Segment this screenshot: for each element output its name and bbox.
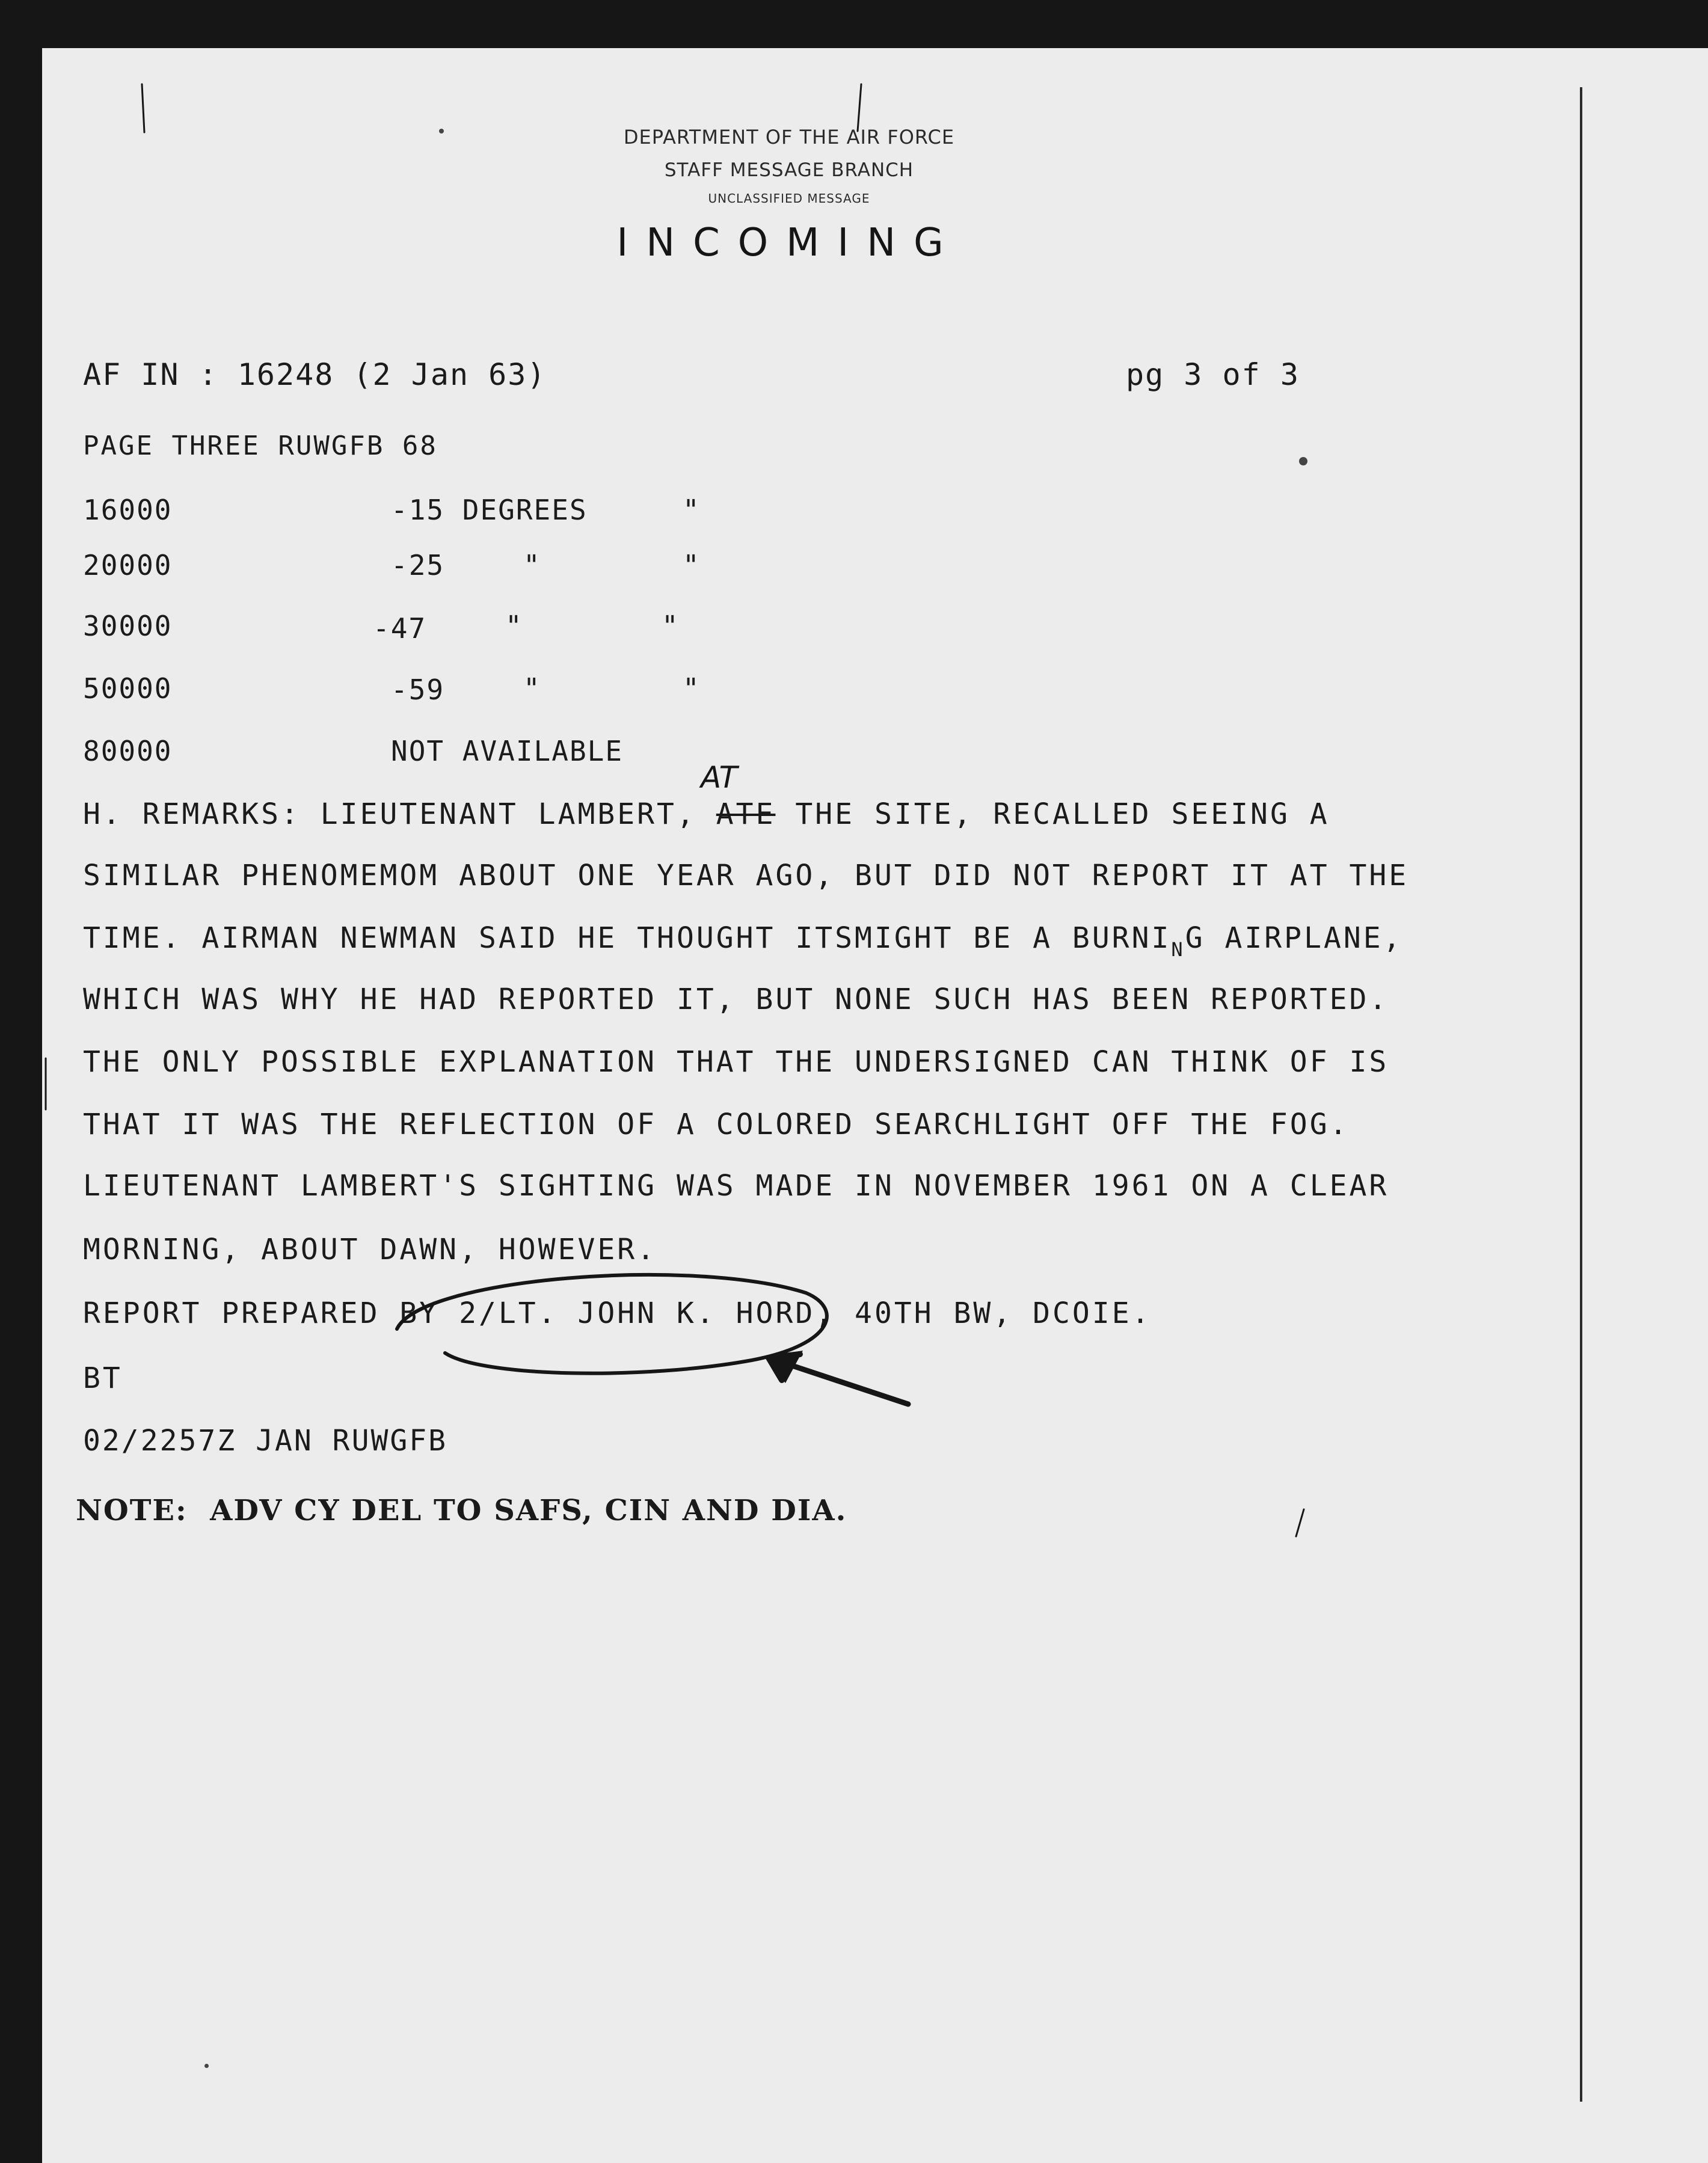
temperature-cell: -59	[391, 673, 445, 706]
remarks-line: THE ONLY POSSIBLE EXPLANATION THAT THE UNDERSIGNED CAN THINK OF IS	[83, 1045, 1389, 1079]
remarks-line	[83, 921, 1403, 961]
report-prepared-by: REPORT PREPARED BY 2/LT. JOHN K. HORD, 40TH BW, DCOIE.	[83, 1296, 1152, 1330]
header-branch: STAFF MESSAGE BRANCH	[664, 159, 914, 181]
scan-speck	[1299, 457, 1307, 465]
struck-text: ATE	[716, 797, 776, 831]
header-classification: UNCLASSIFIED MESSAGE	[708, 191, 870, 206]
header-department: DEPARTMENT OF THE AIR FORCE	[623, 126, 955, 149]
ditto-mark: "	[683, 494, 701, 526]
remarks-text: TIME. AIRMAN NEWMAN SAID HE THOUGHT ITSMIGHT BE A BURNI	[83, 921, 1172, 955]
ditto-mark: "	[523, 672, 541, 705]
remarks-line: THAT IT WAS THE REFLECTION OF A COLORED SEARCHLIGHT OFF THE FOG.	[83, 1108, 1350, 1141]
page-edge-line	[1580, 87, 1582, 2102]
remarks-text: G AIRPLANE,	[1185, 921, 1403, 955]
af-in-number: AF IN : 16248 (2 Jan 63)	[83, 357, 547, 392]
remarks-line: LIEUTENANT LAMBERT'S SIGHTING WAS MADE IN NOVEMBER 1961 ON A CLEAR	[83, 1169, 1389, 1203]
altitude-cell: 30000	[83, 610, 173, 642]
remarks-line: MORNING, ABOUT DAWN, HOWEVER.	[83, 1233, 657, 1266]
temperature-cell: NOT AVAILABLE	[391, 735, 624, 767]
ditto-mark: "	[662, 610, 680, 642]
distribution-note: NOTE: ADV CY DEL TO SAFS, CIN AND DIA.	[76, 1494, 847, 1527]
ditto-mark: "	[683, 672, 701, 705]
inserted-letter: N	[1171, 938, 1185, 961]
temperature-cell: -15 DEGREES	[391, 494, 588, 526]
temperature-cell: -25	[391, 549, 445, 581]
header-title: INCOMING	[616, 221, 962, 265]
page-line: PAGE THREE RUWGFB 68	[83, 431, 438, 461]
remarks-text: THE SITE, RECALLED SEEING A	[795, 797, 1330, 831]
remarks-text: H. REMARKS: LIEUTENANT LAMBERT,	[83, 797, 696, 831]
altitude-cell: 80000	[83, 735, 173, 767]
altitude-cell: 16000	[83, 494, 173, 526]
remarks-line: WHICH WAS WHY HE HAD REPORTED IT, BUT NONE SUCH HAS BEEN REPORTED.	[83, 983, 1389, 1016]
altitude-cell: 20000	[83, 549, 173, 581]
scan-speck	[439, 129, 444, 133]
ditto-mark: "	[523, 549, 541, 581]
scan-speck	[204, 2064, 209, 2068]
remarks-line: SIMILAR PHENOMEMOM ABOUT ONE YEAR AGO, BUT DID NOT REPORT IT AT THE	[83, 859, 1409, 892]
handwritten-correction: AT	[701, 760, 738, 795]
ditto-mark: "	[505, 610, 523, 642]
ditto-mark: "	[683, 549, 701, 581]
break-marker: BT	[83, 1361, 123, 1395]
altitude-cell: 50000	[83, 672, 173, 705]
remarks-line	[83, 797, 1330, 831]
temperature-cell: -47	[373, 612, 427, 645]
page-count: pg 3 of 3	[1126, 357, 1300, 392]
date-time-group: 02/2257Z JAN RUWGFB	[83, 1424, 448, 1458]
